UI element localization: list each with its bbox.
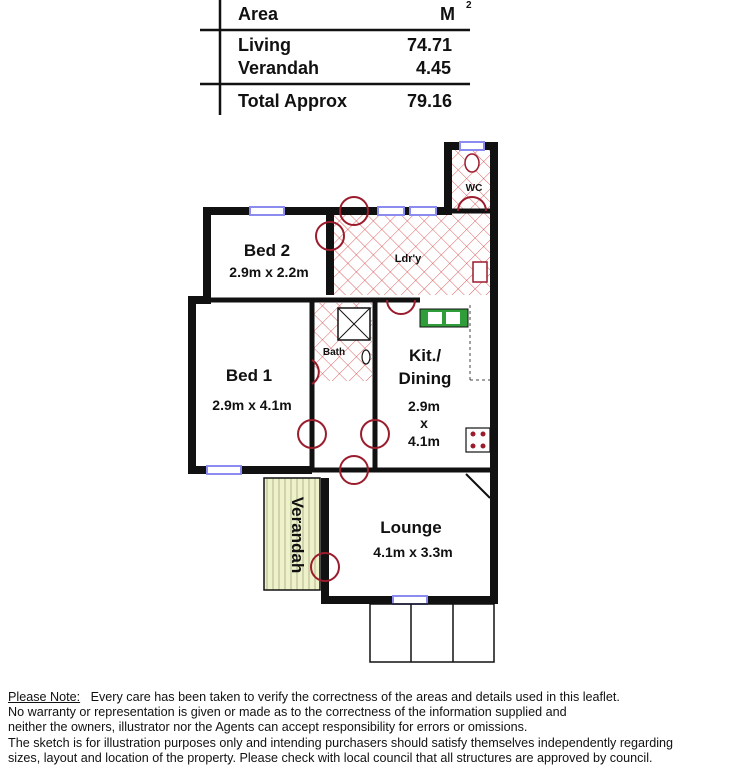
area-total-label: Total Approx xyxy=(238,91,347,111)
note-line: Every care has been taken to verify the correctness of the areas and details used in this leaflet. xyxy=(90,690,620,704)
note-line: The sketch is for illustration purposes only and intending purchasers should satisfy themselves independently regarding xyxy=(8,735,674,750)
note-line: neither the owners, illustrator nor the Agents can accept responsibility for errors or omissions. xyxy=(8,720,528,735)
wc-label: WC xyxy=(465,183,483,194)
verandah-label: Verandah xyxy=(288,496,307,574)
kitchen-label-line2: Dining xyxy=(398,369,452,388)
kitchen-label-line1: Kit./ xyxy=(408,346,442,365)
disclaimer-note xyxy=(8,690,743,766)
fireplace xyxy=(466,474,490,498)
kitchen-dims-line2: x xyxy=(420,415,428,431)
area-row-value: 4.45 xyxy=(416,58,452,78)
lounge-label: Lounge xyxy=(380,518,442,537)
area-row-label: Verandah xyxy=(238,58,320,78)
laundry-label: Ldr'y xyxy=(394,253,422,265)
area-row-label: Living xyxy=(238,35,291,55)
cooktop xyxy=(466,428,490,452)
note-line: No warranty or representation is given or made as to the correctness of the information supplied and xyxy=(8,705,567,720)
area-total-value: 79.16 xyxy=(407,91,453,111)
kitchen-sink xyxy=(420,309,468,327)
lounge-dims: 4.1m x 3.3m xyxy=(373,544,453,560)
pergola xyxy=(370,604,494,662)
note-label: Please Note: xyxy=(8,690,81,704)
bed2-label: Bed 2 xyxy=(243,241,291,260)
toilet xyxy=(465,154,479,172)
bed1-label: Bed 1 xyxy=(225,366,273,385)
note-line: sizes, layout and location of the property. Please check with local council that all structures are approved by council. xyxy=(8,750,653,765)
bed2-dims: 2.9m x 2.2m xyxy=(229,264,309,280)
area-header-unit-sup: 2 xyxy=(466,0,472,11)
kitchen-dims-line3: 4.1m xyxy=(408,433,440,449)
area-header-unit: M xyxy=(440,4,455,24)
area-header-label: Area xyxy=(238,4,279,24)
area-row-value: 74.71 xyxy=(407,35,453,55)
kitchen-dims-line1: 2.9m xyxy=(408,398,440,414)
kitchen-bench xyxy=(470,305,490,380)
basin xyxy=(362,350,370,364)
bath-label: Bath xyxy=(322,347,346,358)
bed1-dims: 2.9m x 4.1m xyxy=(212,397,292,413)
laundry-tub xyxy=(473,262,487,282)
